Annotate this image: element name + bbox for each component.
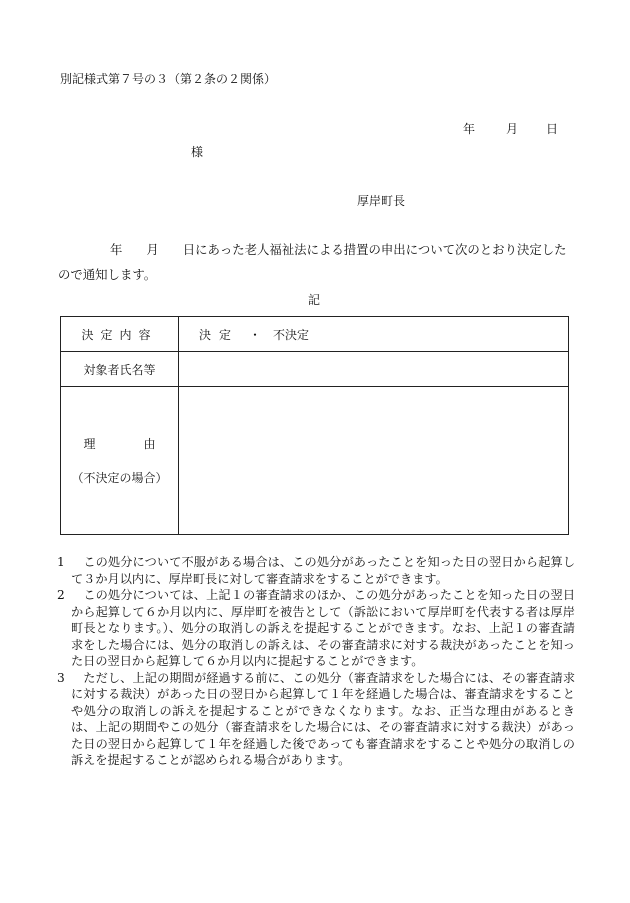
decision-value-cell[interactable] (179, 317, 569, 352)
notes-list (57, 554, 575, 769)
reason-note: （不決定の場合） (71, 471, 168, 485)
decision-row (61, 317, 569, 352)
decision-option-reject[interactable]: 不決定 (273, 327, 310, 342)
ki-heading: 記 (308, 293, 321, 307)
date-year-label: 年 (463, 122, 476, 136)
intro-paragraph (58, 237, 578, 287)
date-line (463, 120, 558, 137)
decision-separator: ・ (249, 327, 262, 342)
decision-option-decide[interactable]: 決定 (199, 327, 240, 342)
form-id: 別記様式第７号の３（第２条の２関係） (60, 72, 277, 86)
subject-row (61, 352, 569, 387)
reason-label-cell (61, 387, 179, 535)
date-day-label: 日 (546, 122, 559, 136)
intro-year-label: 年 (110, 242, 123, 257)
decision-label-cell (61, 317, 179, 352)
addressee-suffix: 様 (191, 145, 204, 159)
note-number: 3 (57, 670, 65, 685)
note-text: この処分については、上記１の審査請求のほか、この処分があったことを知った日の翌日から起算して６か月以内に、厚岸町を被告として（訴訟において厚岸町を代表する者は厚岸町長となります。）、処分の取消しの訴えを提起することができます。なお、上記１の審査請求をした場合には、処分の取消しの訴えは、その審査請求に対する裁決があったことを知った日の翌日から起算して６か月以内に提起することができます。 (71, 588, 576, 668)
reason-label (84, 435, 156, 452)
reason-label-left: 理 (83, 437, 96, 451)
intro-month-label: 月 (146, 242, 159, 257)
note-item (57, 554, 575, 587)
intro-text: 日にあった老人福祉法による措置の申出について次のとおり決定したので通知します。 (58, 242, 567, 282)
date-month-label: 月 (506, 122, 519, 136)
issuer: 厚岸町長 (357, 194, 406, 208)
reason-row (61, 387, 569, 535)
note-number: 1 (57, 555, 65, 569)
reason-value-cell[interactable] (179, 387, 569, 535)
note-text: この処分について不服がある場合は、この処分があったことを知った日の翌日から起算して３か月以内に、厚岸町長に対して審査請求をすることができます。 (71, 555, 576, 586)
note-item (57, 670, 575, 769)
subject-label: 対象者氏名等 (83, 362, 156, 377)
note-text: ただし、上記の期間が経過する前に、この処分（審査請求をした場合には、その審査請求に対する裁決）があった日の翌日から起算して１年を経過した場合は、審査請求をすることや処分の取消しの訴えを提起することができなくなります。なお、正当な理由があるときは、上記の期間やこの処分（審査請求をした場合には、その審査請求に対する裁決）があった日の翌日から起算して１年を経過した後であっても審査請求をすることや処分の取消しの訴えを提起することが認められる場合があります。 (71, 670, 576, 767)
decision-label: 決定内容 (81, 327, 158, 342)
note-number: 2 (57, 588, 65, 602)
reason-label-right: 由 (143, 437, 156, 451)
decision-table (60, 316, 569, 535)
subject-label-cell (61, 352, 179, 387)
subject-value-cell[interactable] (179, 352, 569, 387)
note-item (57, 587, 575, 670)
